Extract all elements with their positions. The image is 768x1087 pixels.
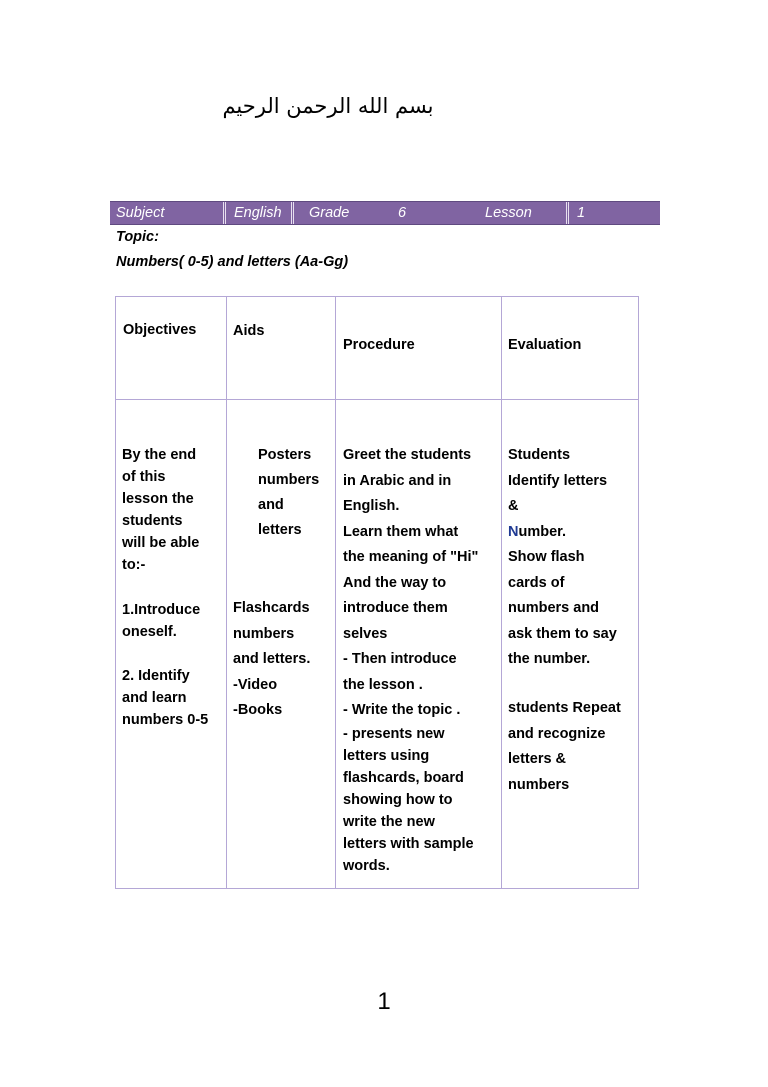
text-line: the meaning of "Hi" — [343, 549, 479, 565]
text-line: English. — [343, 498, 400, 514]
text-line: numbers 0-5 — [122, 712, 209, 728]
aids-posters — [258, 443, 319, 543]
text-line: words. — [343, 858, 390, 874]
text-line: letters with sample — [343, 836, 474, 852]
text-line: And the way to — [343, 574, 447, 591]
objectives-intro — [122, 444, 199, 576]
text-line: and recognize — [508, 725, 606, 742]
text-line: selves — [343, 625, 388, 642]
text-line: ask them to say — [508, 625, 617, 642]
text-line: students Repeat — [508, 700, 621, 716]
procedure-steps — [343, 443, 478, 724]
text-line: -Video — [233, 676, 278, 693]
text-line: in Arabic and in — [343, 472, 452, 489]
text-line: of this — [122, 469, 166, 485]
highlighted-letter: N — [508, 523, 519, 540]
grade-label: Grade — [309, 205, 350, 221]
text-line: Students — [508, 447, 571, 463]
text-line: - presents new — [343, 726, 445, 742]
text-line: letters using — [343, 748, 430, 764]
lesson-info-bar — [110, 201, 660, 225]
text-line — [508, 520, 617, 546]
text-line: numbers — [258, 472, 320, 488]
column-divider — [501, 297, 502, 888]
text-line: Flashcards — [233, 600, 310, 616]
topic-value: Numbers( 0-5) and letters (Aa-Gg) — [116, 254, 349, 270]
text-line: -Books — [233, 702, 283, 718]
procedure-presentation — [343, 723, 474, 877]
divider — [223, 202, 226, 224]
lesson-label: Lesson — [485, 205, 532, 221]
text-line: numbers and — [508, 600, 600, 616]
lesson-value: 1 — [577, 205, 586, 221]
column-header-objectives: Objectives — [123, 322, 197, 338]
text-line: 1.Introduce — [122, 602, 201, 618]
text-line: cards of — [508, 574, 565, 591]
page-number: 1 — [377, 988, 391, 1015]
text-fragment: umber. — [518, 523, 567, 540]
objective-item-2 — [122, 665, 208, 731]
text-line: introduce them — [343, 600, 448, 616]
objective-item-1 — [122, 599, 200, 643]
column-divider — [226, 297, 227, 888]
column-header-evaluation: Evaluation — [508, 337, 582, 353]
subject-value: English — [234, 205, 282, 221]
column-header-aids: Aids — [233, 323, 265, 339]
text-line: & — [508, 498, 519, 514]
text-line: 2. Identify — [122, 668, 190, 684]
column-header-procedure: Procedure — [343, 337, 415, 353]
text-line: oneself. — [122, 624, 177, 640]
text-line: write the new — [343, 814, 435, 830]
text-line: numbers — [233, 625, 295, 642]
divider — [291, 202, 294, 224]
text-line: the lesson . — [343, 676, 423, 693]
topic-label: Topic: — [116, 229, 159, 245]
lesson-plan-table — [115, 296, 639, 889]
evaluation-repeat — [508, 696, 621, 798]
text-line: to:- — [122, 557, 146, 573]
text-line: Posters — [258, 447, 312, 463]
text-line: and learn — [122, 690, 187, 706]
evaluation-steps — [508, 443, 617, 673]
text-line: Learn them what — [343, 523, 459, 540]
grade-value: 6 — [398, 205, 407, 221]
text-line: will be able — [122, 535, 200, 551]
text-line: - Then introduce — [343, 651, 457, 667]
text-line: the number. — [508, 651, 591, 667]
text-line: By the end — [122, 447, 197, 463]
text-line: students — [122, 513, 183, 529]
text-line: lesson the — [122, 491, 194, 507]
text-line: Greet the students — [343, 447, 472, 463]
divider — [566, 202, 569, 224]
text-line: - Write the topic . — [343, 702, 461, 718]
text-line: letters & — [508, 751, 567, 767]
text-line: letters — [258, 522, 302, 538]
aids-flashcards — [233, 596, 310, 724]
text-line: Show flash — [508, 549, 585, 565]
text-line: numbers — [508, 776, 570, 793]
text-line: flashcards, board — [343, 770, 464, 786]
header-row-divider — [116, 399, 638, 400]
text-line: Identify letters — [508, 472, 608, 489]
column-divider — [335, 297, 336, 888]
text-line: and — [258, 497, 284, 513]
text-line: showing how to — [343, 792, 453, 808]
text-line: and letters. — [233, 651, 311, 667]
bismillah-heading: بسم الله الرحمن الرحيم — [222, 94, 434, 118]
subject-label: Subject — [116, 205, 165, 221]
